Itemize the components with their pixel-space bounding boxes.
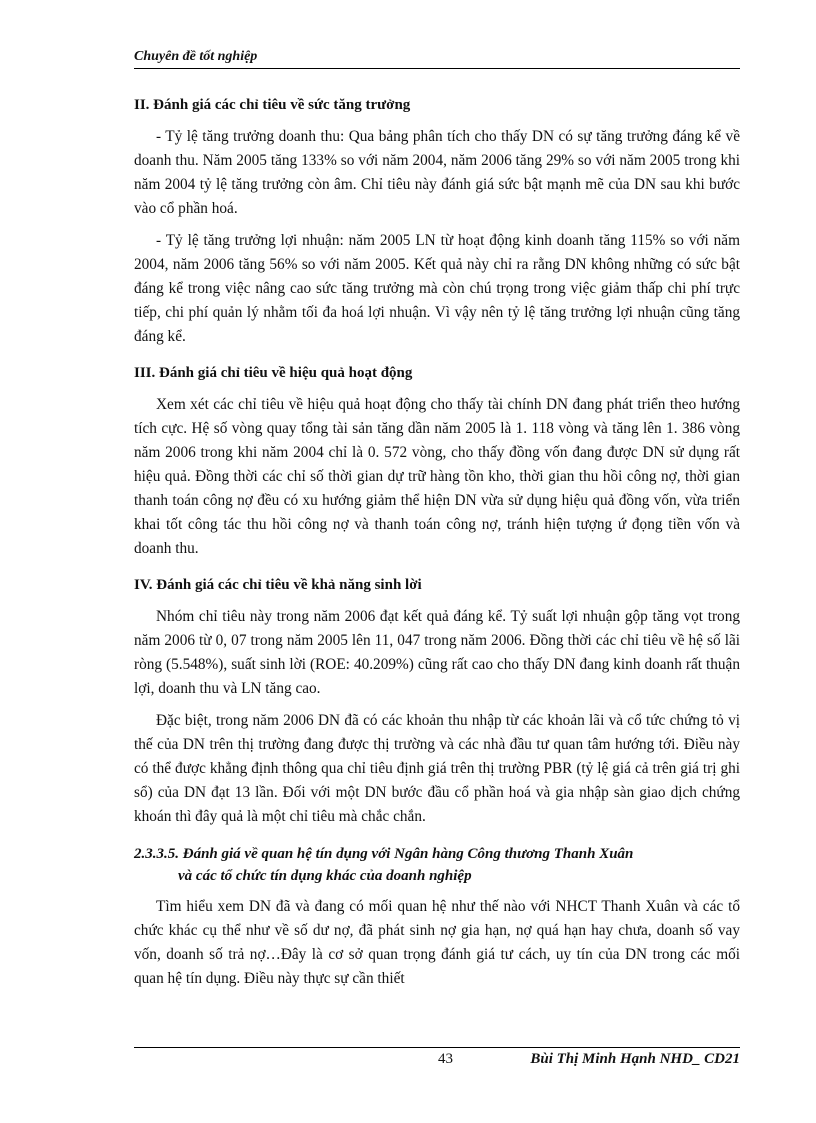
paragraph: Nhóm chỉ tiêu này trong năm 2006 đạt kết quả đáng kể. Tỷ suất lợi nhuận gộp tăng vọt trong năm 2006 từ 0, 07 trong năm 2005 lên 11, 047 trong năm 2006. Đồng thời các chỉ tiêu về hệ số lãi ròng (5.548%), suất sinh lời (ROE: 40.209%) cũng rất cao cho thấy DN đang kinh doanh rất thuận lợi, doanh thu và LN tăng cao.	[134, 608, 740, 697]
running-header: Chuyên đề tốt nghiệp	[134, 49, 258, 64]
subsection-heading-line1: 2.3.3.5. Đánh giá về quan hệ tín dụng với Ngân hàng Công thương Thanh Xuân	[134, 846, 634, 862]
author-name: Bùi Thị Minh Hạnh NHD_ CD21	[530, 1051, 740, 1067]
paragraph: - Tỷ lệ tăng trưởng lợi nhuận: năm 2005 LN từ hoạt động kinh doanh tăng 115% so với năm 2004, năm 2006 tăng 56% so với năm 2005. Kết quả này chỉ ra rằng DN không những có sức bật đáng kể trong việc nâng cao sức tăng trưởng mà còn chú trọng trong việc giảm thấp chi phí trực tiếp, chi phí quản lý nhằm tối đa hoá lợi nhuận. Vì vậy nên tỷ lệ tăng trưởng lợi nhuận cũng tăng đáng kể.	[134, 232, 740, 345]
page-footer	[134, 1051, 740, 1071]
page-number: 43	[438, 1051, 453, 1067]
subsection-heading-line2: và các tổ chức tín dụng khác của doanh nghiệp	[178, 868, 472, 884]
section-efficiency	[134, 363, 740, 561]
paragraph: - Tỷ lệ tăng trưởng doanh thu: Qua bảng phân tích cho thấy DN có sự tăng trưởng đáng kể về doanh thu. Năm 2005 tăng 133% so với năm 2004, năm 2006 tăng 29% so với năm 2005 trong khi năm 2004 tỷ lệ tăng trưởng còn âm. Chỉ tiêu này đánh giá sức bật mạnh mẽ của DN sau khi bước vào cổ phần hoá.	[134, 128, 740, 217]
page-body	[134, 95, 740, 999]
footer-rule	[134, 1047, 740, 1048]
paragraph: Đặc biệt, trong năm 2006 DN đã có các khoản thu nhập từ các khoản lãi và cổ tức chứng tỏ vị thế của DN trên thị trường đang được thị trường và các nhà đầu tư quan tâm hướng tới. Điều này có thể được khẳng định thông qua chỉ tiêu định giá trên thị trường PBR (tỷ lệ giá cả trên giá trị ghi sổ) của DN đạt 13 lần. Đối với một DN bước đầu cổ phần hoá và gia nhập sàn giao dịch chứng khoán thì đây quả là một chỉ tiêu mà chắc chắn.	[134, 712, 740, 825]
paragraph: Tìm hiểu xem DN đã và đang có mối quan hệ như thế nào với NHCT Thanh Xuân và các tổ chức khác cụ thể như về số dư nợ, đã phát sinh nợ gia hạn, nợ quá hạn hay chưa, doanh số vay vốn, doanh số trả nợ…Đây là cơ sở quan trọng đánh giá tư cách, uy tín của DN trong các mối quan hệ tín dụng. Điều này thực sự cần thiết	[134, 898, 740, 987]
paragraph: Xem xét các chỉ tiêu về hiệu quả hoạt động cho thấy tài chính DN đang phát triển theo hướng tích cực. Hệ số vòng quay tổng tài sản tăng dần năm 2005 là 1. 118 vòng và tăng lên 1. 386 vòng năm 2006 trong khi năm 2004 chỉ là 0. 572 vòng, cho thấy đồng vốn đang được DN sử dụng rất hiệu quả. Đồng thời các chỉ số thời gian dự trữ hàng tồn kho, thời gian thu hồi công nợ, thời gian thanh toán công nợ đều có xu hướng giảm thể hiện DN vừa sử dụng hiệu quả đồng vốn, vừa triển khai tốt công tác thu hồi công nợ và thanh toán công nợ, tránh hiện tượng ứ đọng tiền vốn và doanh thu.	[134, 396, 740, 557]
section-growth	[134, 95, 740, 349]
section-heading: III. Đánh giá chỉ tiêu về hiệu quả hoạt động	[134, 365, 413, 381]
header-rule	[134, 68, 740, 69]
section-heading: II. Đánh giá các chỉ tiêu về sức tăng trưởng	[134, 97, 411, 113]
section-profitability	[134, 575, 740, 829]
section-heading: IV. Đánh giá các chỉ tiêu về khả năng sinh lời	[134, 577, 422, 593]
subsection-heading	[134, 843, 740, 887]
